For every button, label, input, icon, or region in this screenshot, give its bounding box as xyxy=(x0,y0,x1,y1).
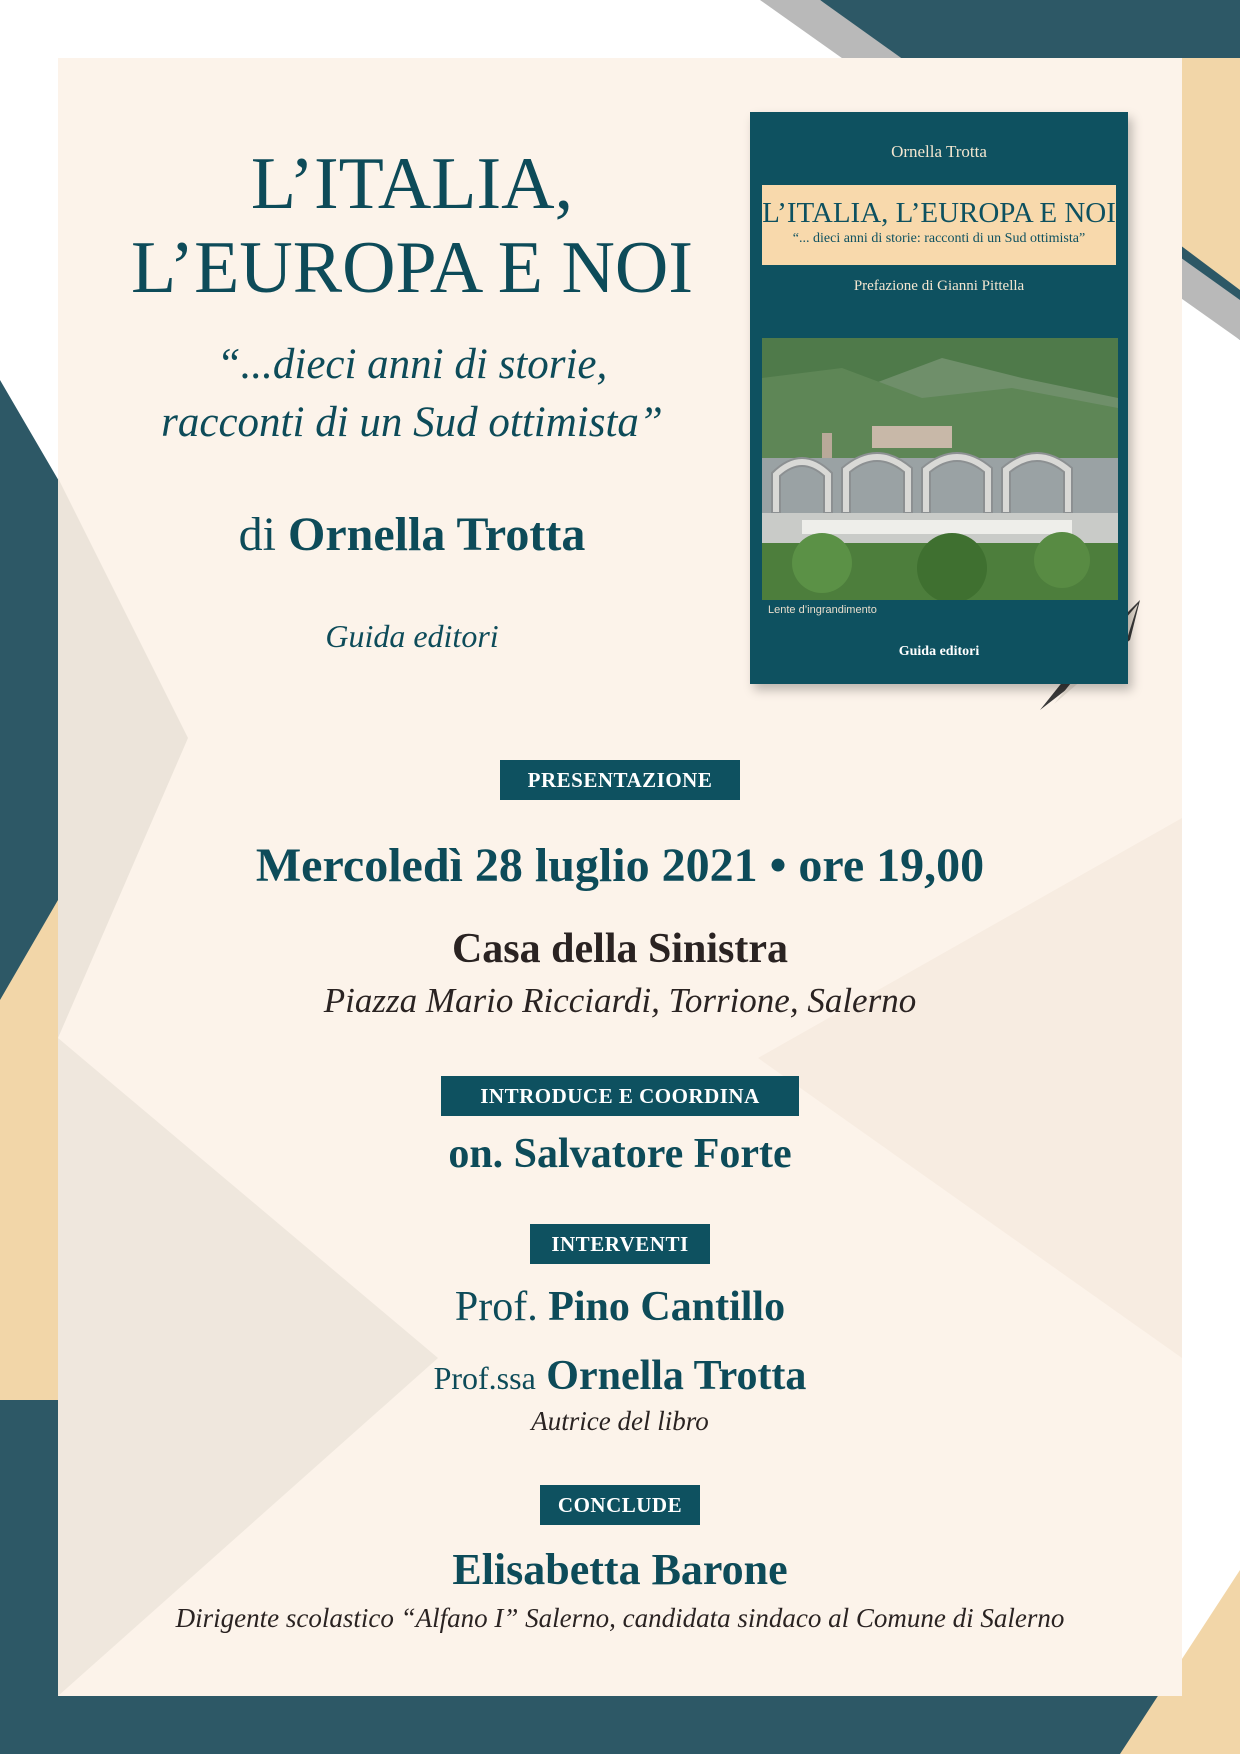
speaker-2-title: Prof.ssa xyxy=(433,1360,536,1396)
book-cover-title: L’ITALIA, L’EUROPA E NOI xyxy=(762,197,1116,229)
book-cover xyxy=(750,112,1128,684)
poster-subtitle xyxy=(62,336,762,452)
speaker-1-name: Pino Cantillo xyxy=(548,1284,786,1330)
book-cover-preface: Prefazione di Gianni Pittella xyxy=(853,278,1025,294)
publisher: Guida editori xyxy=(325,618,499,654)
closing-speaker-role: Dirigente scolastico “Alfano I” Salerno, candidata sindaco al Comune di Salerno xyxy=(175,1603,1065,1633)
book-cover-subtitle: “... dieci anni di storie: racconti di un Sud ottimista” xyxy=(792,231,1086,246)
speakers-label: INTERVENTI xyxy=(530,1224,710,1264)
speaker-1 xyxy=(0,1283,1240,1331)
event-venue: Casa della Sinistra xyxy=(451,926,789,972)
book-cover-author: Ornella Trotta xyxy=(891,142,987,161)
author-name: Ornella Trotta xyxy=(288,508,586,561)
book-cover-title-band xyxy=(762,185,1116,265)
bg-bottom-teal xyxy=(180,1696,1182,1754)
author-line xyxy=(62,505,762,565)
subtitle-line-2: racconti di un Sud ottimista” xyxy=(161,399,663,446)
moderation-label: INTRODUCE E COORDINA xyxy=(441,1076,799,1116)
book-cover-series: Lente d’ingrandimento xyxy=(768,604,877,616)
title-line-1: L’ITALIA, xyxy=(250,143,574,225)
closing-speaker-name: Elisabetta Barone xyxy=(452,1545,788,1594)
book-cover-photo xyxy=(762,338,1118,600)
event-date: Mercoledì 28 luglio 2021 • ore 19,00 xyxy=(255,839,985,892)
speaker-2 xyxy=(0,1352,1240,1400)
moderator-name: on. Salvatore Forte xyxy=(448,1131,792,1177)
title-line-2: L’EUROPA E NOI xyxy=(131,227,693,309)
presentation-label: PRESENTAZIONE xyxy=(500,760,740,800)
closing-label: CONCLUDE xyxy=(540,1485,700,1525)
speaker-2-role: Autrice del libro xyxy=(531,1406,709,1436)
book-cover-publisher-logo: Guida editori xyxy=(898,644,980,659)
event-address: Piazza Mario Ricciardi, Torrione, Salerno xyxy=(323,981,917,1020)
author-prefix: di xyxy=(238,508,277,561)
poster-title xyxy=(62,142,762,310)
speaker-1-title: Prof. xyxy=(454,1284,538,1330)
subtitle-line-1: “...dieci anni di storie, xyxy=(216,341,608,388)
speaker-2-name: Ornella Trotta xyxy=(546,1353,807,1399)
